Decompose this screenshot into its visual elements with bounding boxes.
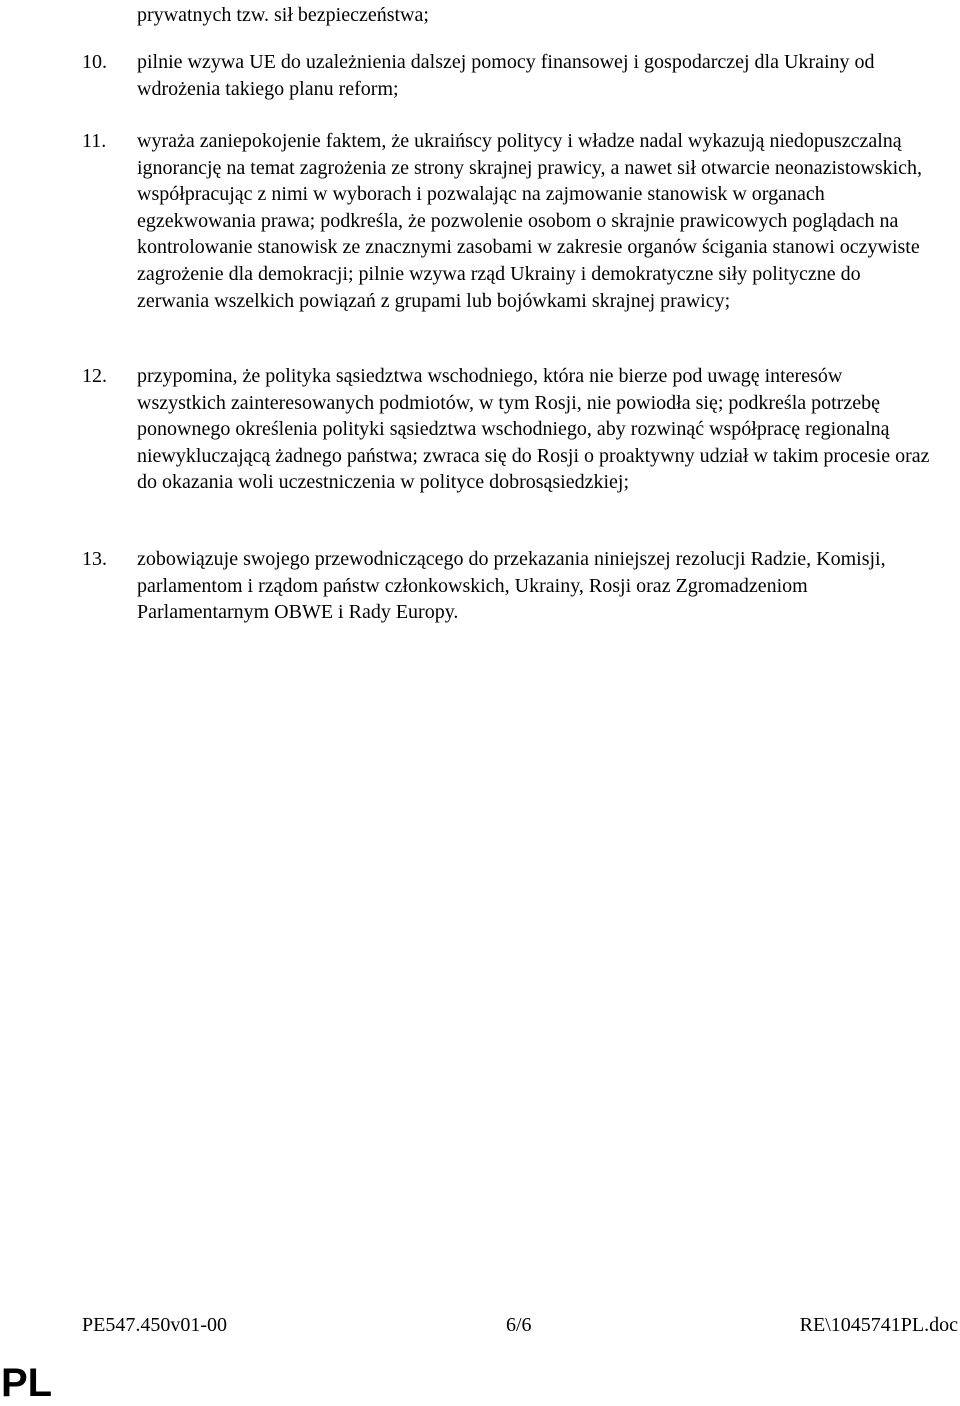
list-item bbox=[82, 128, 932, 314]
item-text: zobowiązuje swojego przewodniczącego do przekazania niniejszej rezolucji Radzie, Komisji, parlamentom i rządom państw członkowskich, Ukrainy, Rosji oraz Zgromadzeniom Parlamentarnym OBWE i Rady Europy. bbox=[137, 548, 886, 624]
item-text: pilnie wzywa UE do uzależnienia dalszej pomocy finansowej i gospodarczej dla Ukrainy od wdrożenia takiego planu reform; bbox=[137, 51, 875, 100]
page-footer bbox=[82, 1311, 958, 1339]
item-number: 13. bbox=[82, 548, 107, 570]
continuation-text: prywatnych tzw. sił bezpieczeństwa; bbox=[137, 4, 429, 26]
item-number: 12. bbox=[82, 365, 107, 387]
item-text: przypomina, że polityka sąsiedztwa wschodniego, która nie bierze pod uwagę interesów wszystkich zainteresowanych podmiotów, w tym Rosji, nie powiodła się; podkreśla potrzebę ponownego określenia polityki sąsiedztwa wschodniego, aby rozwinąć współpracę regionalną niewykluczającą żadnego państwa; zwraca się do Rosji o proaktywny udział w takim procesie oraz do okazania woli uczestniczenia w polityce dobrosąsiedzkiej; bbox=[137, 365, 930, 494]
item-number: 11. bbox=[82, 130, 107, 152]
item-text: wyraża zaniepokojenie faktem, że ukraińscy politycy i władze nadal wykazują niedopuszczalną ignorancję na temat zagrożenia ze strony skrajnej prawicy, a nawet sił otwarcie neonazistowskich, współpracując z nimi w wyborach i pozwalając na zajmowanie stanowisk w organach egzekwowania prawa; podkreśla, że pozwolenie osobom o skrajnie prawicowych poglądach na kontrolowanie stanowisk ze znacznymi zasobami w zakresie organów ścigania stanowi oczywiste zagrożenie dla demokracji; pilnie wzywa rząd Ukrainy i demokratyczne siły polityczne do zerwania wszelkich powiązań z grupami lub bojówkami skrajnej prawicy; bbox=[137, 130, 923, 312]
list-item bbox=[82, 546, 932, 626]
list-item bbox=[82, 363, 932, 496]
list-item bbox=[82, 49, 932, 102]
document-reference: PE547.450v01-00 bbox=[82, 1314, 227, 1336]
language-code: PL bbox=[1, 1361, 53, 1405]
item-number: 10. bbox=[82, 51, 107, 73]
page-number: 6/6 bbox=[506, 1314, 532, 1336]
file-name: RE\1045741PL.doc bbox=[799, 1314, 958, 1336]
